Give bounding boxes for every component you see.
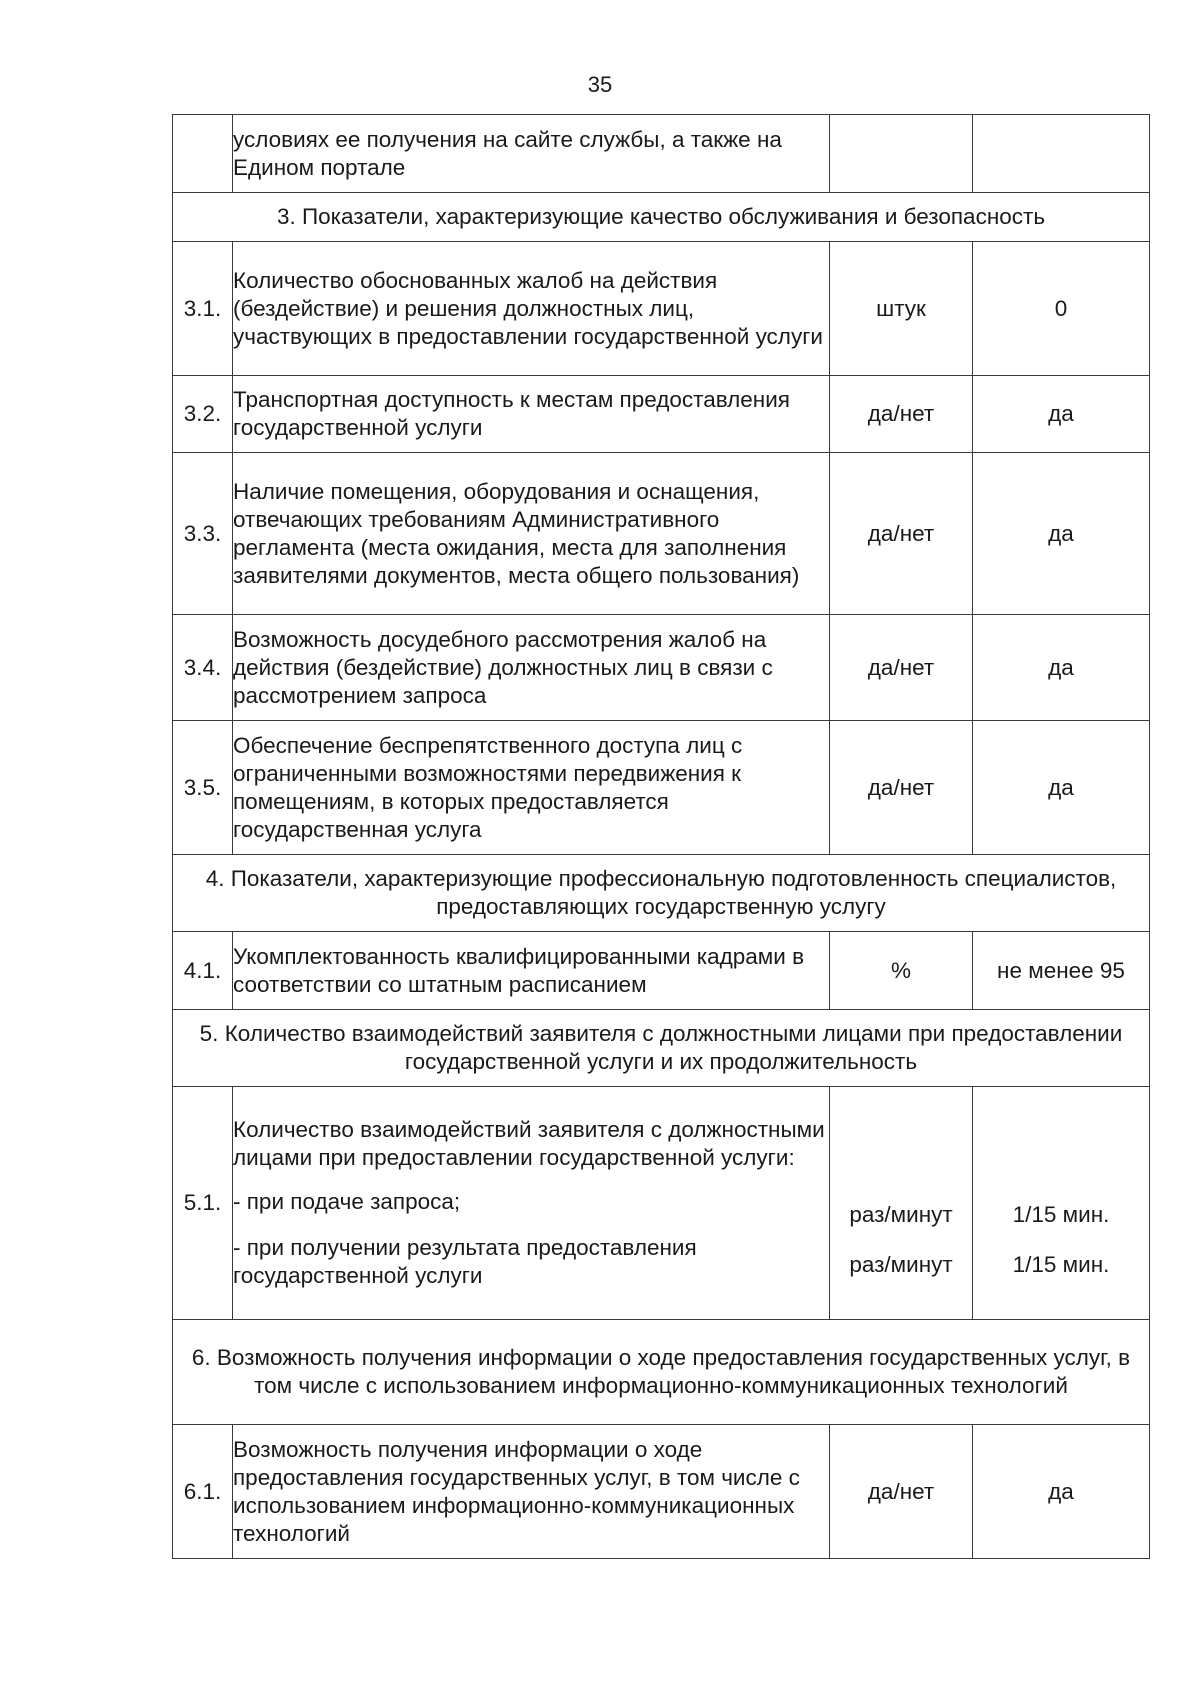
row-number: 4.1.: [173, 932, 233, 1010]
indicator-name-multipart: [233, 1087, 830, 1320]
page-number: 35: [587, 72, 613, 97]
normative-value: да: [973, 721, 1150, 855]
unit-result: раз/минут: [849, 1252, 953, 1277]
section-heading-3: 3. Показатели, характеризующие качество обслуживания и безопасность: [173, 193, 1150, 242]
row-number: 3.5.: [173, 721, 233, 855]
row-number: 3.2.: [173, 376, 233, 453]
interaction-submission: - при подаче запроса;: [233, 1189, 461, 1214]
interaction-intro: Количество взаимодействий заявителя с должностными лицами при предоставлении государственной услуги:: [233, 1117, 825, 1170]
unit-submission: раз/минут: [849, 1202, 953, 1227]
indicator-name: условиях ее получения на сайте службы, а также на Едином портале: [233, 115, 830, 193]
table-row-3-3: [173, 453, 1150, 615]
unit-of-measure: штук: [830, 242, 973, 376]
indicator-name: Обеспечение беспрепятственного доступа лиц с ограниченными возможностями передвижения к помещениям, в которых предоставляется государственная услуга: [233, 721, 830, 855]
section-heading-4: 4. Показатели, характеризующие профессиональную подготовленность специалистов, предоставляющих государственную услугу: [173, 855, 1150, 932]
normative-value: да: [973, 453, 1150, 615]
table-row-continuation: [173, 115, 1150, 193]
row-number: 3.4.: [173, 615, 233, 721]
table-row-5-1: [173, 1087, 1150, 1320]
indicator-name: Транспортная доступность к местам предоставления государственной услуги: [233, 376, 830, 453]
section-heading-6: 6. Возможность получения информации о ходе предоставления государственных услуг, в том числе с использованием информационно-коммуникационных технологий: [173, 1320, 1150, 1425]
normative-value: да: [973, 376, 1150, 453]
row-number: 6.1.: [173, 1425, 233, 1559]
indicator-name: Укомплектованность квалифицированными кадрами в соответствии со штатным расписанием: [233, 932, 830, 1010]
interaction-result: - при получении результата предоставления государственной услуги: [233, 1235, 697, 1288]
unit-of-measure-multipart: [830, 1087, 973, 1320]
section-heading-5: 5. Количество взаимодействий заявителя с должностными лицами при предоставлении государственной услуги и их продолжительность: [173, 1010, 1150, 1087]
table-row-6-1: [173, 1425, 1150, 1559]
table-row-4-1: [173, 932, 1150, 1010]
indicator-name: Возможность досудебного рассмотрения жалоб на действия (бездействие) должностных лиц в связи с рассмотрением запроса: [233, 615, 830, 721]
row-number: 3.1.: [173, 242, 233, 376]
indicator-name: Наличие помещения, оборудования и оснащения, отвечающих требованиям Административного регламента (места ожидания, места для заполнения заявителями документов, места общего пользования): [233, 453, 830, 615]
unit-of-measure: да/нет: [830, 615, 973, 721]
unit-of-measure: да/нет: [830, 453, 973, 615]
row-number: 3.3.: [173, 453, 233, 615]
indicators-table: [172, 114, 1150, 1559]
table-row-3-5: [173, 721, 1150, 855]
normative-value: да: [973, 1425, 1150, 1559]
row-number: 5.1.: [173, 1087, 233, 1320]
normative-value: да: [973, 615, 1150, 721]
table-row-3-4: [173, 615, 1150, 721]
indicator-name: Количество обоснованных жалоб на действия (бездействие) и решения должностных лиц, участвующих в предоставлении государственной услуги: [233, 242, 830, 376]
unit-cell: [830, 115, 973, 193]
unit-of-measure: да/нет: [830, 1425, 973, 1559]
value-result: 1/15 мин.: [1012, 1252, 1110, 1277]
section-row-3: [173, 193, 1150, 242]
normative-value: 0: [973, 242, 1150, 376]
unit-of-measure: да/нет: [830, 721, 973, 855]
indicator-name: Возможность получения информации о ходе предоставления государственных услуг, в том числе с использованием информационно-коммуникационных технологий: [233, 1425, 830, 1559]
unit-of-measure: %: [830, 932, 973, 1010]
unit-of-measure: да/нет: [830, 376, 973, 453]
normative-value: не менее 95: [973, 932, 1150, 1010]
section-row-5: [173, 1010, 1150, 1087]
normative-value-multipart: [973, 1087, 1150, 1320]
section-row-4: [173, 855, 1150, 932]
row-number-cell: [173, 115, 233, 193]
value-submission: 1/15 мин.: [1012, 1202, 1110, 1227]
section-row-6: [173, 1320, 1150, 1425]
table-row-3-1: [173, 242, 1150, 376]
table-row-3-2: [173, 376, 1150, 453]
value-cell: [973, 115, 1150, 193]
